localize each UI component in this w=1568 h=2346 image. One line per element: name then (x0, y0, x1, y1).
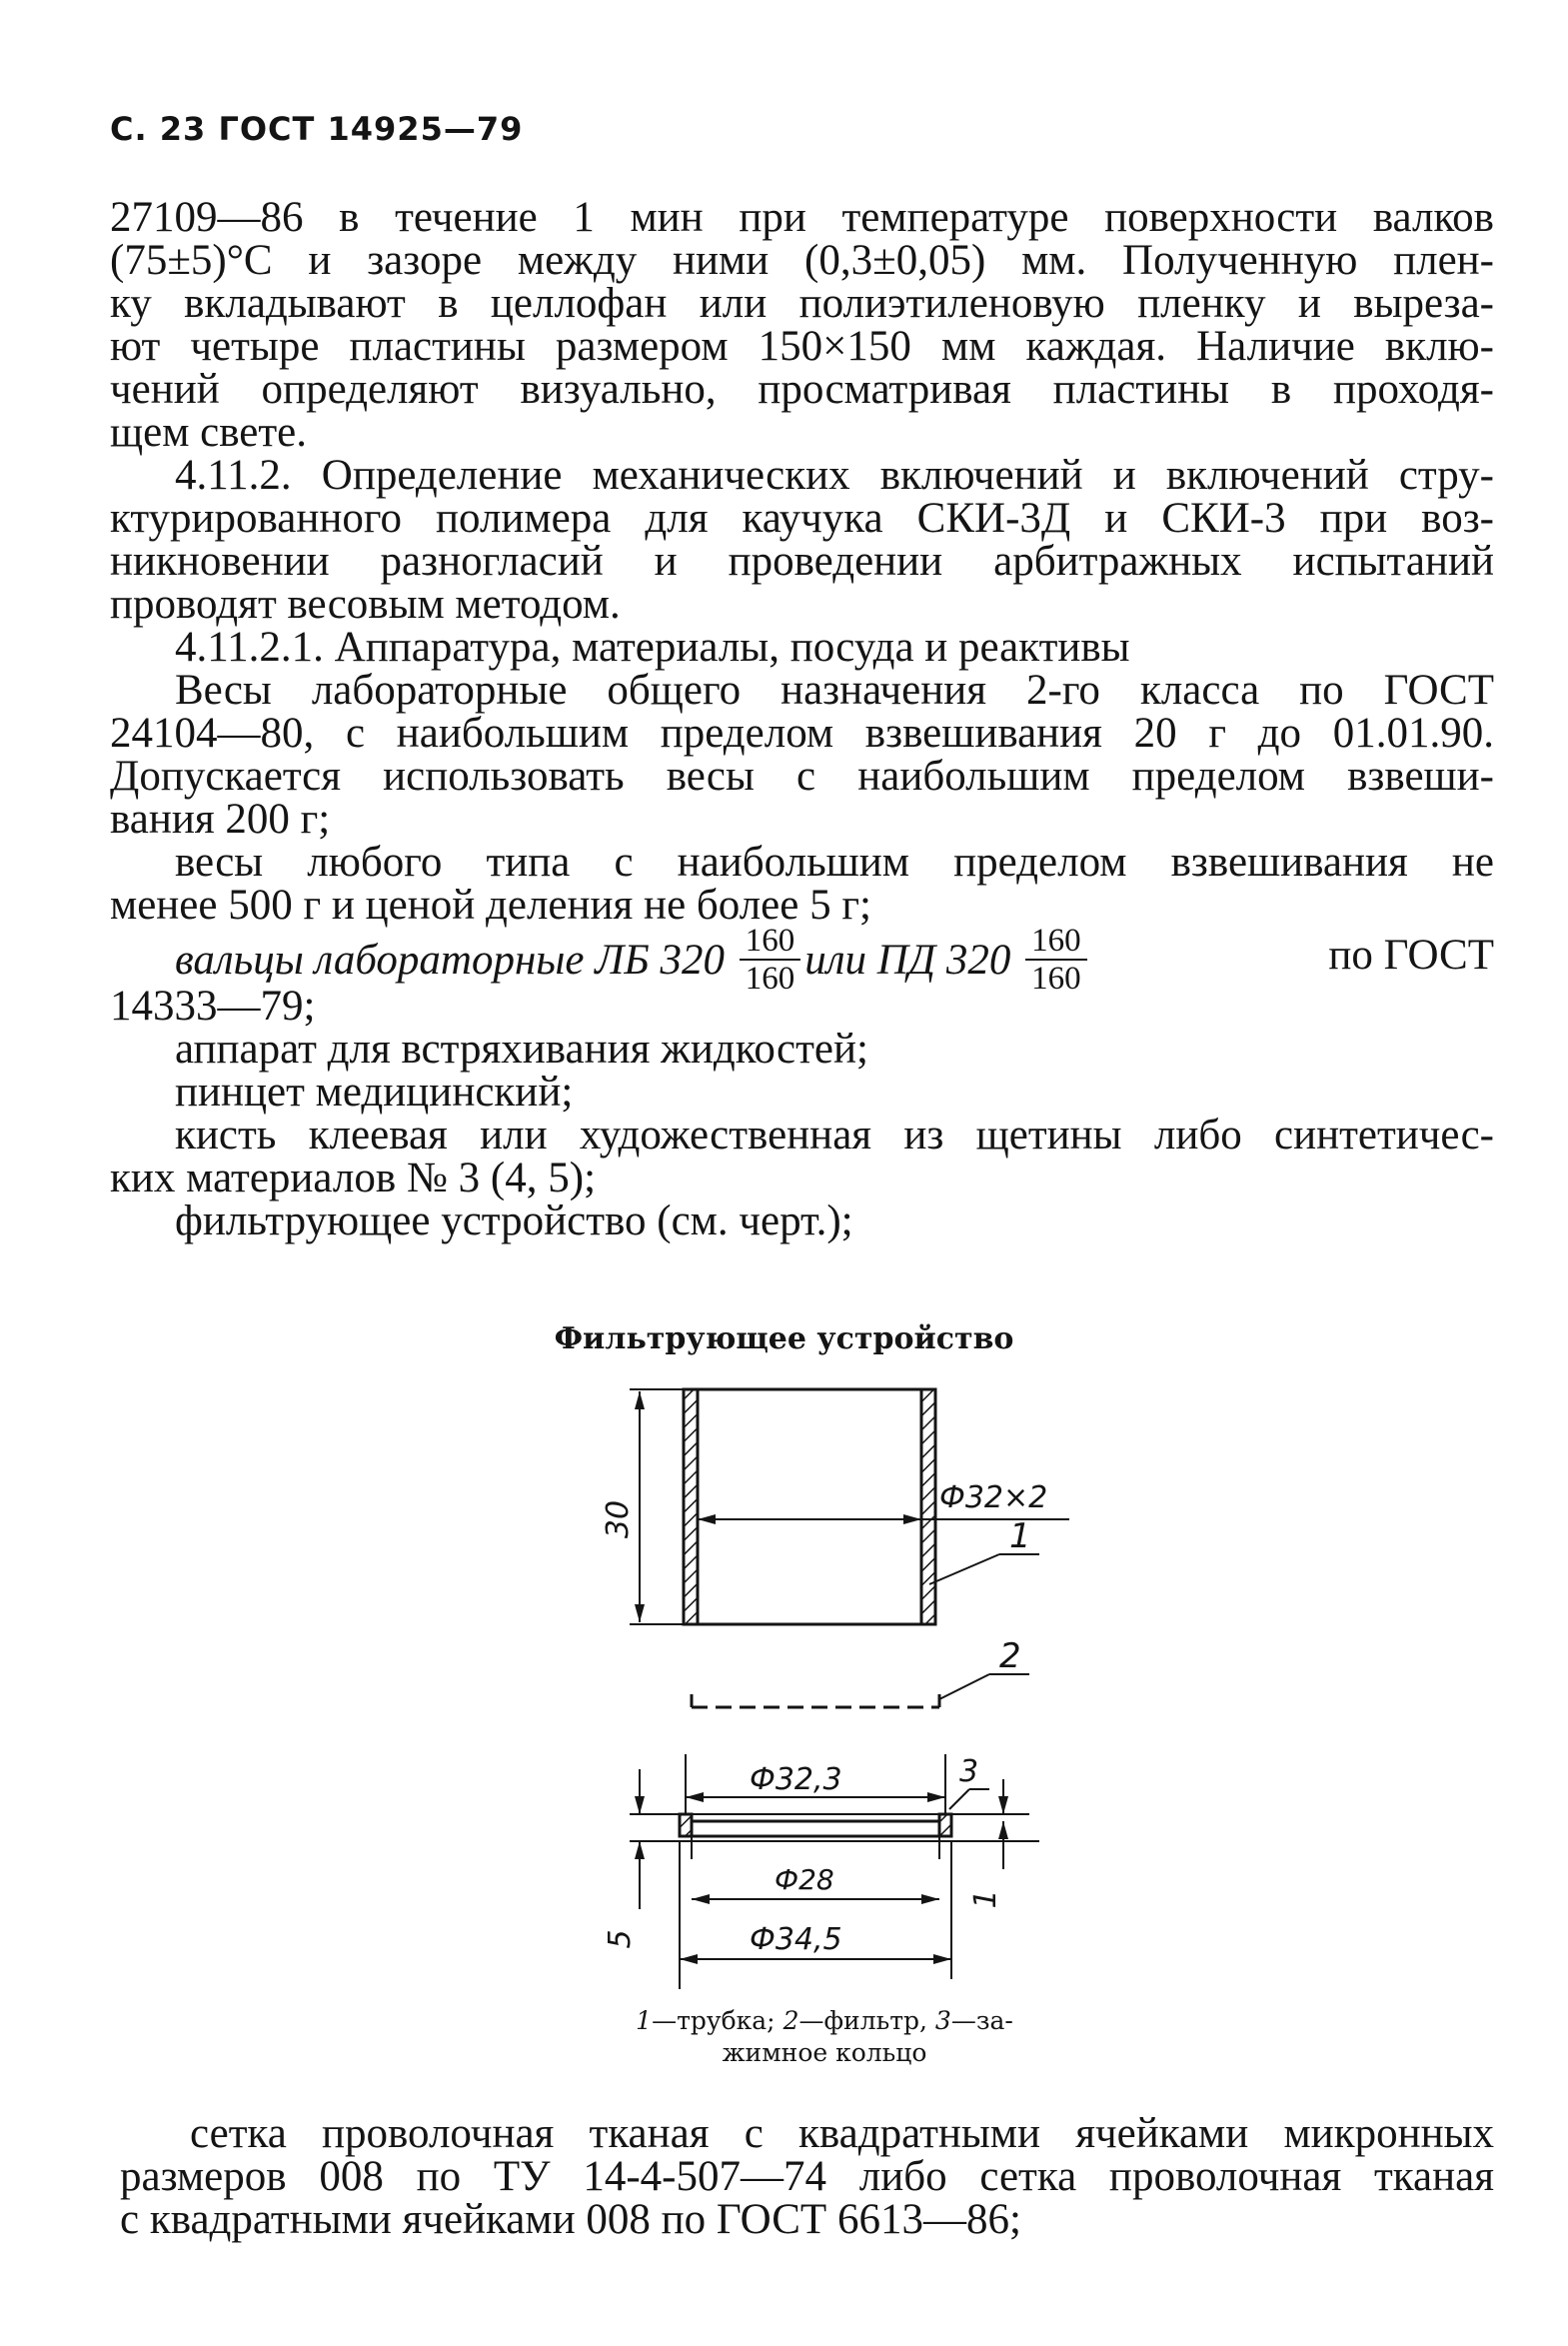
page-header: С. 23 ГОСТ 14925—79 (110, 110, 524, 148)
ref-2-label: 2 (999, 1636, 1021, 1676)
callout-1 (929, 1516, 1039, 1584)
text-line: чений определяют визуально, просматривая пластины в проходя- (110, 366, 1494, 413)
text-line: проводят весовым методом. (110, 581, 621, 628)
dim-inner-label: Ф28 (775, 1863, 834, 1896)
rolls-tail: по ГОСТ (1328, 932, 1494, 979)
section-heading: 4.11.2.1. Аппаратура, материалы, посуда и реактивы (175, 624, 1130, 671)
fraction-1-numerator: 160 (740, 923, 801, 961)
rolls-lead: вальцы лабораторные ЛБ 320 (175, 936, 725, 984)
text-line: ктурированного полимера для каучука СКИ-3Д и СКИ-3 при воз- (110, 495, 1494, 542)
fraction-2 (1025, 923, 1087, 997)
list-item: пинцет медицинский; (175, 1069, 574, 1116)
text-line: с квадратными ячейками 008 по ГОСТ 6613—86; (120, 2196, 1021, 2243)
list-item: фильтрующее устройство (см. черт.); (175, 1197, 853, 1244)
text-line: Допускается использовать весы с наибольшим пределом взвеши- (110, 753, 1494, 800)
rolls-line (110, 923, 1494, 997)
text-line: 4.11.2. Определение механических включений и включений стру- (175, 452, 1494, 499)
text-line: весы любого типа с наибольшим пределом взвешивания не (175, 839, 1494, 886)
text-line: ют четыре пластины размером 150×150 мм каждая. Наличие вклю- (110, 323, 1494, 370)
text-line: никновении разногласий и проведении арбитражных испытаний (110, 538, 1494, 585)
dim-tube-label: Ф32×2 (939, 1480, 1048, 1515)
ring-dimensions (603, 1754, 1008, 1989)
ref-1-label: 1 (1009, 1516, 1031, 1556)
dim-ring-height-label: 5 (603, 1929, 638, 1949)
text-line: вания 200 г; (110, 796, 331, 843)
ref-3-label: 3 (959, 1754, 979, 1789)
text-line: менее 500 г и ценой деления не более 5 г; (110, 882, 871, 929)
list-item: кисть клеевая или художественная из щетины либо синтетичес- (175, 1112, 1494, 1159)
text-line: щем свете. (110, 409, 308, 456)
dim-gap-label: 1 (968, 1889, 1003, 1909)
text-line: 27109—86 в течение 1 мин при температуре поверхности валков (110, 194, 1494, 241)
tube-part (684, 1389, 935, 1624)
body-text-continued (120, 2112, 1494, 2241)
text-line: Весы лабораторные общего назначения 2-го класса по ГОСТ (175, 667, 1494, 714)
filter-device-drawing (600, 1369, 1069, 1999)
list-item: аппарат для встряхивания жидкостей; (175, 1026, 868, 1073)
filter-part (692, 1636, 1029, 1707)
clamping-ring-part (672, 1814, 1039, 1859)
fraction-2-numerator: 160 (1025, 923, 1087, 961)
text-line: ких материалов № 3 (4, 5); (110, 1155, 597, 1201)
text-line: 14333—79; (110, 983, 316, 1030)
dim-ring-outer-label: Ф32,3 (750, 1762, 842, 1797)
caption-line-1: 1—трубка; 2—фильтр, 3—за- (636, 2006, 1013, 2035)
height-dimension (601, 1389, 684, 1624)
caption-line-2: жимное кольцо (722, 2038, 927, 2067)
body-text (110, 196, 1494, 1242)
fraction-1 (740, 923, 801, 997)
fraction-1-denominator: 160 (745, 961, 795, 997)
figure-title: Фильтрующее устройство (554, 1321, 1014, 1356)
text-line: 24104—80, с наибольшим пределом взвешивания 20 г до 01.01.90. (110, 710, 1494, 757)
rolls-mid: или ПД 320 (804, 936, 1011, 984)
dim-outer-label: Ф34,5 (750, 1922, 842, 1957)
fraction-2-denominator: 160 (1031, 961, 1081, 997)
text-line: (75±5)°С и зазоре между ними (0,3±0,05) мм. Полученную плен- (110, 237, 1494, 284)
dim-height-label: 30 (601, 1499, 636, 1539)
text-line: ку вкладывают в целлофан или полиэтиленовую пленку и выреза- (110, 280, 1494, 327)
figure-caption (600, 2005, 1049, 2069)
text-line: размеров 008 по ТУ 14-4-507—74 либо сетка проволочная тканая (120, 2153, 1494, 2200)
text-line: сетка проволочная тканая с квадратными ячейками микронных (190, 2110, 1494, 2157)
